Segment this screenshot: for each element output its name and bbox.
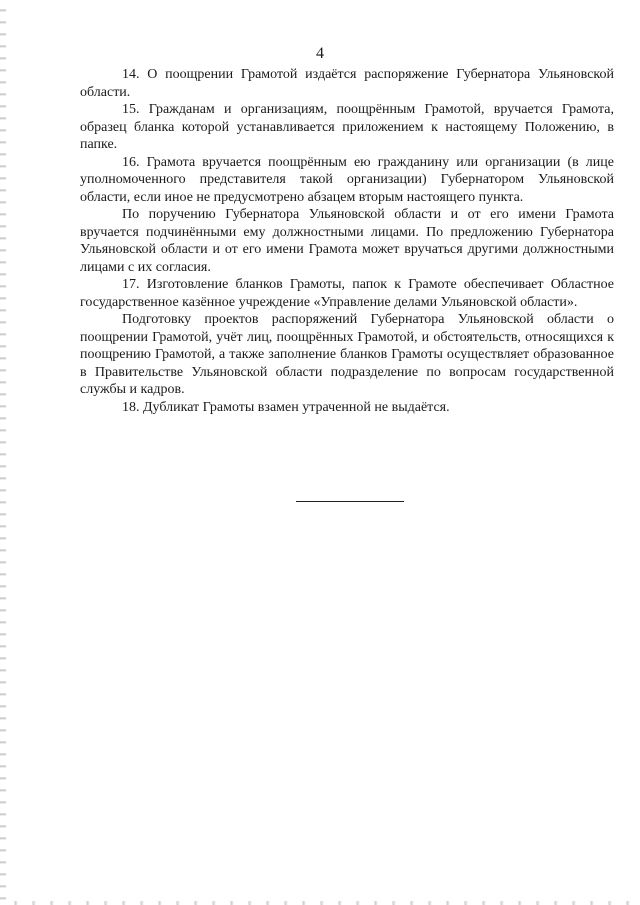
scan-bottom-marks <box>0 901 640 905</box>
paragraph-18: 18. Дубликат Грамоты взамен утраченной не выдаётся. <box>122 399 450 415</box>
scan-edge-marks <box>0 0 6 905</box>
page-number: 4 <box>316 45 324 62</box>
paragraph-17: 17. Изготовление бланков Грамоты, папок к Грамоте обеспечивает Областное государственное казённое учреждение «Управление делами Ульяновской области». <box>80 277 614 310</box>
end-of-document-rule <box>296 501 404 502</box>
paragraph-15: 15. Гражданам и организациям, поощрённым Грамотой, вручается Грамота, образец бланка которой устанавливается приложением к настоящему Положению, в папке. <box>80 102 614 152</box>
paragraph-14: 14. О поощрении Грамотой издаётся распоряжение Губернатора Ульяновской области. <box>80 67 614 100</box>
paragraph-17-continued: Подготовку проектов распоряжений Губернатора Ульяновской области о поощрении Грамотой, учёт лиц, поощрённых Грамотой, и обстоятельств, относящихся к поощрению Грамотой, а также заполнение бланков Грамоты осуществляет образованное в Правительстве Ульяновской области подразделение по вопросам государственной службы и кадров. <box>80 312 614 397</box>
paragraph-16-continued: По поручению Губернатора Ульяновской области и от его имени Грамота вручается подчинёнными ему должностными лицами. По предложению Губернатора Ульяновской области и от его имени Грамота может вручаться другими должностными лицами с их согласия. <box>80 207 614 275</box>
paragraph-16: 16. Грамота вручается поощрённым ею гражданину или организации (в лице уполномоченного представителя такой организации) Губернатором Ульяновской области, если иное не предусмотрено абзацем вторым настоящего пункта. <box>80 154 614 205</box>
document-body <box>80 66 614 416</box>
